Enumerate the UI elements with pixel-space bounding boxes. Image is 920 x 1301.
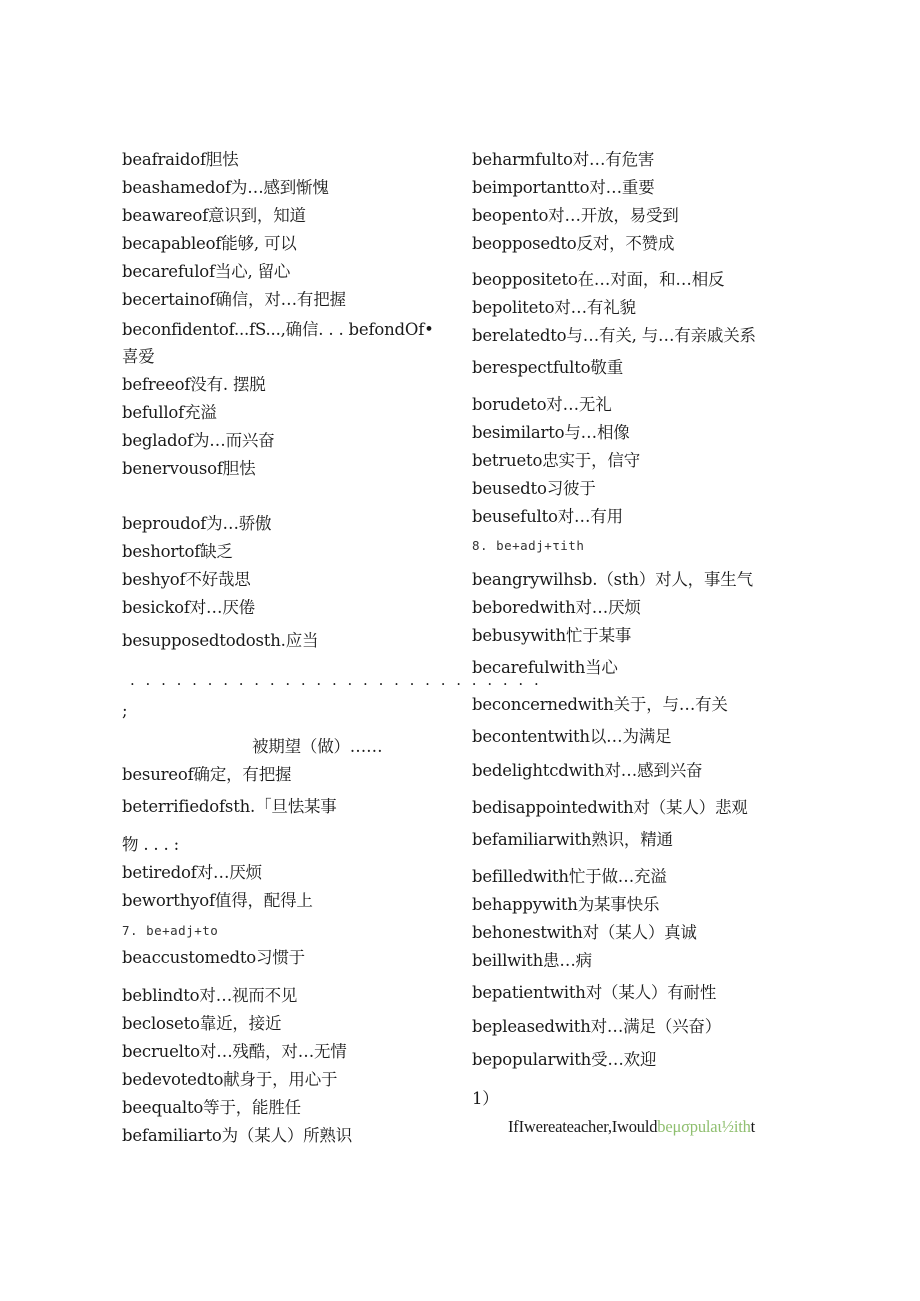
entry-line: borudeto对…无礼 [472, 395, 612, 414]
entry-line: beashamedof为…感到惭愧 [122, 178, 329, 197]
entry-line: beharmfulto对…有危害 [472, 150, 655, 169]
entry-line: begladof为…而兴奋 [122, 431, 275, 450]
entry-line: beafraidof胆怯 [122, 150, 239, 169]
entry-line: befamiliarwith熟识，精通 [472, 830, 673, 849]
entry-line: beshortof缺乏 [122, 542, 233, 561]
entry-line: beangrywilhsb.（sth）对人，事生气 [472, 570, 753, 589]
entry-line: besickof对…厌倦 [122, 598, 255, 617]
entry-line: 被期望（做）…… [252, 737, 383, 756]
entry-line: beusedto习彼于 [472, 479, 596, 498]
entry-line: berespectfulto敬重 [472, 358, 624, 377]
entry-line: 喜爱 [122, 347, 155, 366]
entry-line: befreeof没有. 摆脱 [122, 375, 266, 394]
entry-line: bebusywith忙于某事 [472, 626, 632, 645]
entry-line: beshyof不好哉思 [122, 570, 251, 589]
entry-line: beblindto对…视而不见 [122, 986, 298, 1005]
entry-line: beopento对…开放，易受到 [472, 206, 679, 225]
entry-line: bepleasedwith对…满足（兴奋） [472, 1017, 722, 1036]
entry-line: besupposedtodosth.应当 [122, 631, 319, 650]
entry-line: befamiliarto为（某人）所熟识 [122, 1126, 353, 1145]
entry-line: beboredwith对…厌烦 [472, 598, 641, 617]
entry-line: befilledwith忙于做…充溢 [472, 867, 667, 886]
entry-line: becruelto对…残酷，对…无情 [122, 1042, 347, 1061]
entry-line: becertainof确信，对…有把握 [122, 290, 346, 309]
entry-line: 物 . . . : [122, 835, 179, 854]
entry-line: beproudof为…骄傲 [122, 514, 272, 533]
entry-line: beequalto等于，能胜任 [122, 1098, 301, 1117]
entry-line: bedelightcdwith对…感到兴奋 [472, 761, 703, 780]
entry-line: betiredof对…厌烦 [122, 863, 262, 882]
entry-line: bedisappointedwith对（某人）悲观 [472, 798, 748, 817]
entry-line: berelatedto与…有关, 与…有亲戚关系 [472, 326, 756, 345]
section-heading: 7. be+adj+to [122, 923, 219, 938]
entry-line: befullof充溢 [122, 403, 217, 422]
entry-line: beconfidentof...fS...,确信. . . befondOf• [122, 320, 434, 339]
entry-line: beconcernedwith关于，与…有关 [472, 695, 728, 714]
entry-line: beillwith患…病 [472, 951, 592, 970]
entry-line: beimportantto对…重要 [472, 178, 655, 197]
entry-line: behappywith为某事快乐 [472, 895, 660, 914]
entry-line: becontentwith以…为满足 [472, 727, 672, 746]
example-highlight: beμσpulaι½ith [657, 1117, 751, 1136]
entry-line: betrueto忠实于，信守 [472, 451, 641, 470]
entry-line: ; [122, 701, 128, 720]
entry-line: bepoliteto对…有礼貌 [472, 298, 636, 317]
entry-line: beterrifiedofsth.「旦怯某事 [122, 797, 337, 816]
dotted-leader: . . . . . . . . . . . . . . . . . . . . . . . . . . . [130, 671, 542, 689]
entry-line: beclosetо靠近，接近 [122, 1014, 282, 1033]
entry-line: beoppositeto在…对面，和…相反 [472, 270, 725, 289]
entry-line: beopposedto反对，不赞成 [472, 234, 675, 253]
entry-line: benervousof胆怯 [122, 459, 256, 478]
example-suffix: t [750, 1117, 756, 1136]
entry-line: becarefulof当心, 留心 [122, 262, 291, 281]
entry-line: beawareof意识到，知道 [122, 206, 306, 225]
entry-line: besureof确定，有把握 [122, 765, 292, 784]
list-number: 1） [472, 1089, 499, 1108]
entry-line: beusefulto对…有用 [472, 507, 623, 526]
section-heading: 8. be+adj+τith [472, 538, 585, 553]
entry-line: besimilarto与…相像 [472, 423, 630, 442]
entry-line: bepatientwith对（某人）有耐性 [472, 983, 717, 1002]
entry-line: becapableof能够, 可以 [122, 234, 297, 253]
entry-line: beworthyof值得，配得上 [122, 891, 313, 910]
entry-line: beaccustomedto习惯于 [122, 948, 305, 967]
entry-line: behonestwith对（某人）真诚 [472, 923, 697, 942]
entry-line: bedevotedto献身于，用心于 [122, 1070, 338, 1089]
example-sentence [508, 1117, 755, 1137]
entry-line: becarefulwith当心 [472, 658, 618, 677]
example-prefix: IfIwereateacher,Iwould [508, 1117, 658, 1136]
entry-line: bepopularwith受…欢迎 [472, 1050, 657, 1069]
